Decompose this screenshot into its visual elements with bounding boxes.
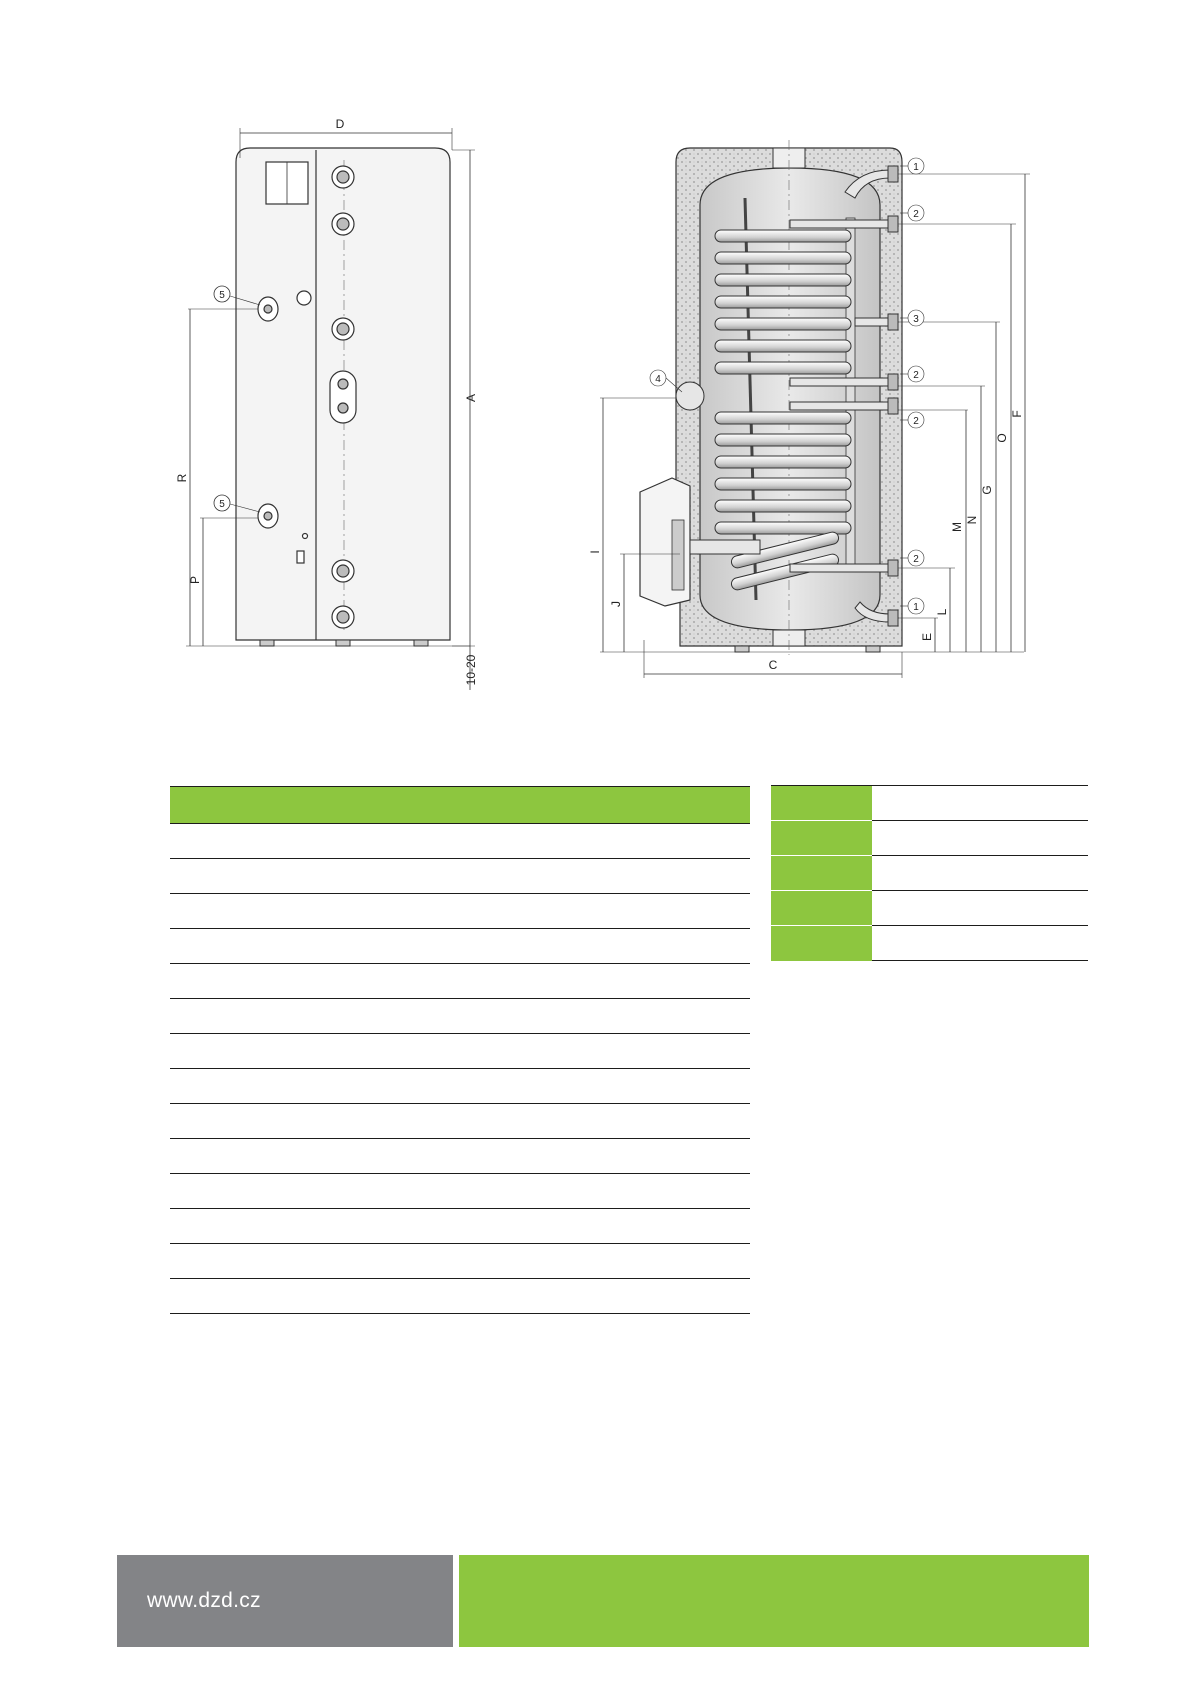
dim-O: O (995, 433, 1009, 443)
table-row (170, 999, 750, 1034)
table-row (170, 1104, 750, 1139)
footer-accent-block (459, 1555, 1089, 1647)
callout-1-top: 1 (913, 162, 919, 173)
dim-feet: 10-20 (464, 654, 478, 686)
callout-1-bottom: 1 (913, 602, 919, 613)
callout-2-bottom: 2 (913, 554, 919, 565)
table-row (170, 1209, 750, 1244)
dim-P: P (188, 575, 202, 585)
table-row (170, 894, 750, 929)
callout-2-mid: 2 (913, 370, 919, 381)
table-row (170, 824, 750, 859)
dim-I: I (588, 550, 602, 554)
dim-C: C (768, 658, 778, 672)
footer-url-block (117, 1555, 453, 1647)
callout-2-lower: 2 (913, 416, 919, 427)
dim-E: E (920, 632, 934, 642)
dim-D: D (335, 117, 345, 131)
parameters-table (170, 786, 750, 1314)
footer-url-link[interactable]: www.dzd.cz (147, 1589, 261, 1612)
front-view (175, 117, 478, 690)
table-row (170, 1279, 750, 1314)
legend-row (771, 856, 1088, 891)
legend-row (771, 821, 1088, 856)
dim-M: M (950, 522, 964, 532)
dim-N: N (965, 515, 979, 525)
table-row (170, 859, 750, 894)
dim-A: A (464, 393, 478, 403)
table-row (170, 1069, 750, 1104)
table-row (170, 1244, 750, 1279)
table-row (170, 1174, 750, 1209)
legend-row (771, 891, 1088, 926)
legend-row (771, 786, 1088, 821)
callout-2-top: 2 (913, 209, 919, 220)
technical-drawing (0, 0, 1191, 740)
table-row (170, 1034, 750, 1069)
callout-3: 3 (913, 314, 919, 325)
callout-5-upper: 5 (219, 290, 225, 301)
dim-L: L (935, 608, 949, 616)
dim-R: R (175, 473, 189, 483)
legend-row (771, 926, 1088, 961)
table-header-row (170, 787, 750, 824)
dim-F: F (1010, 410, 1024, 418)
callout-5-lower: 5 (219, 499, 225, 510)
table-row (170, 929, 750, 964)
dim-J: J (609, 601, 623, 607)
dim-G: G (980, 485, 994, 495)
section-view (588, 140, 1030, 678)
callout-4: 4 (655, 374, 661, 385)
table-row (170, 1139, 750, 1174)
table-row (170, 964, 750, 999)
legend-table (771, 785, 1088, 961)
